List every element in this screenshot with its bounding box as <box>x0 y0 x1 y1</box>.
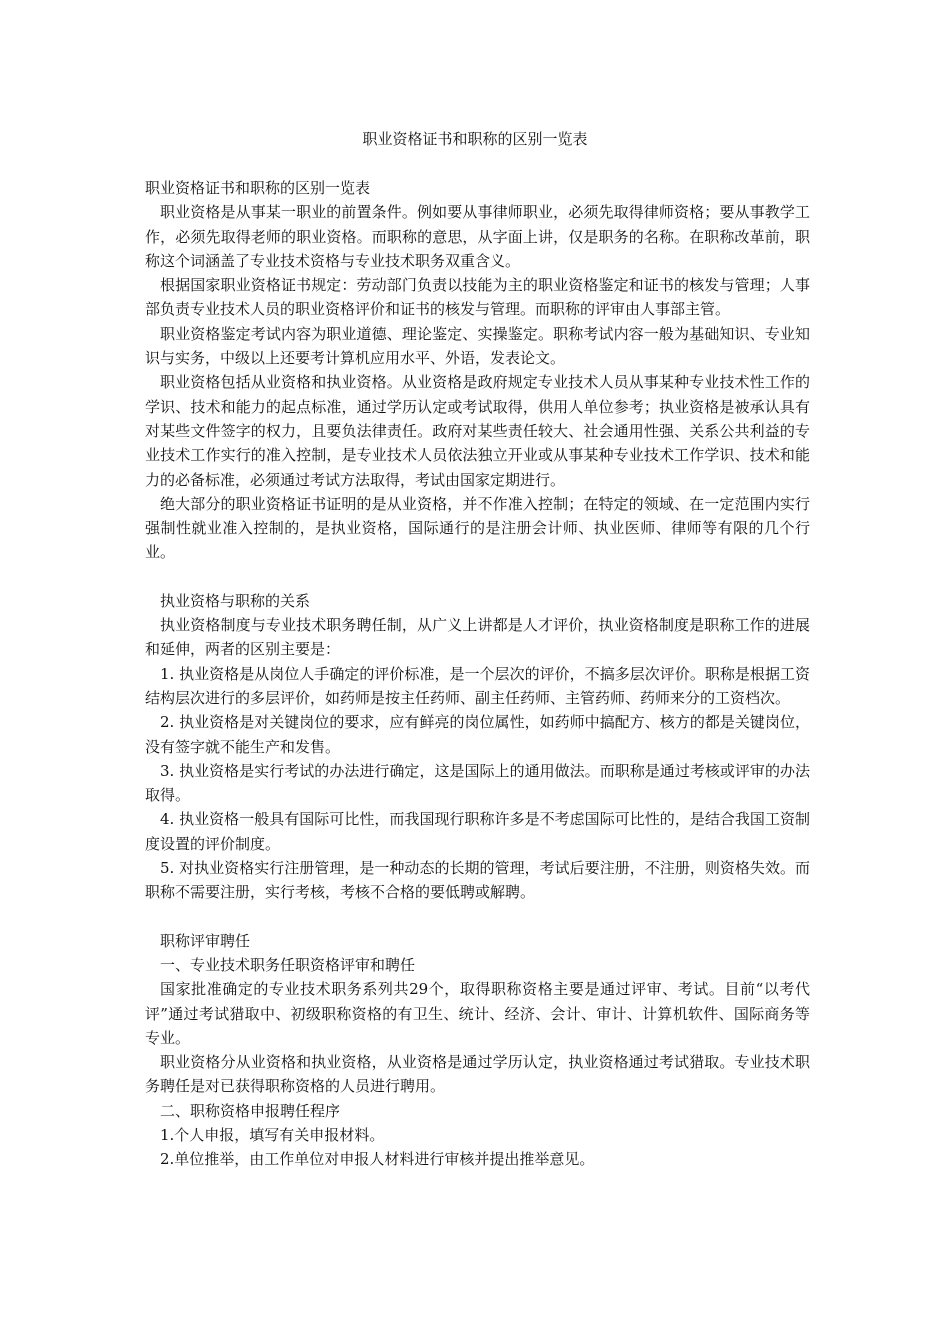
list-item: 4. 执业资格一般具有国际可比性，而我国现行职称许多是不考虑国际可比性的，是结合我国工资制度设置的评价制度。 <box>145 810 810 853</box>
paragraph: 职业资格包括从业资格和执业资格。从业资格是政府规定专业技术人员从事某种专业技术性工作的学识、技术和能力的起点标准，通过学历认定或考试取得，供用人单位参考；执业资格是被承认具有对某些文件签字的权力，且要负法律责任。政府对某些责任较大、社会通用性强、关系公共利益的专业技术工作实行的准入控制，是专业技术人员依法独立开业或从事某种专业技术工作学识、技术和能力的必备标准，必须通过考试方法取得，考试由国家定期进行。 <box>145 373 810 489</box>
document-title: 职业资格证书和职称的区别一览表 <box>362 130 588 148</box>
list-item: 2. 执业资格是对关键岗位的要求，应有鲜亮的岗位属性，如药师中搞配方、核方的都是关键岗位，没有签字就不能生产和发售。 <box>145 713 810 756</box>
paragraph: 根据国家职业资格证书规定：劳动部门负责以技能为主的职业资格鉴定和证书的核发与管理；人事部负责专业技术人员的职业资格评价和证书的核发与管理。而职称的评审由人事部主管。 <box>145 276 810 319</box>
paragraph: 执业资格制度与专业技术职务聘任制，从广义上讲都是人才评价，执业资格制度是职称工作的进展和延伸，两者的区别主要是： <box>145 616 810 659</box>
document-body <box>145 176 810 1172</box>
list-item: 3. 执业资格是实行考试的办法进行确定，这是国际上的通用做法。而职称是通过考核或评审的办法取得。 <box>145 761 810 805</box>
list-item: 2.单位推举，由工作单位对申报人材料进行审核并提出推举意见。 <box>160 1150 595 1169</box>
list-item: 5. 对执业资格实行注册管理，是一种动态的长期的管理，考试后要注册，不注册，则资格失效。而职称不需要注册，实行考核，考核不合格的要低聘或解聘。 <box>145 859 810 902</box>
paragraph: 职业资格鉴定考试内容为职业道德、理论鉴定、实操鉴定。职称考试内容一般为基础知识、专业知识与实务，中级以上还要考计算机应用水平、外语，发表论文。 <box>145 324 810 368</box>
list-item: 1. 执业资格是从岗位人手确定的评价标准，是一个层次的评价，不搞多层次评价。职称是根据工资结构层次进行的多层评价，如药师是按主任药师、副主任药师、主管药师、药师来分的工资档次。 <box>145 664 810 707</box>
subsection-heading: 二、职称资格申报聘任程序 <box>160 1101 341 1120</box>
paragraph: 职业资格分从业资格和执业资格，从业资格是通过学历认定，执业资格通过考试猎取。专业技术职务聘任是对已获得职称资格的人员进行聘用。 <box>145 1053 810 1096</box>
list-item: 1.个人申报，填写有关申报材料。 <box>160 1125 385 1144</box>
paragraph: 国家批准确定的专业技术职务系列共29个，取得职称资格主要是通过评审、考试。目前“以考代评”通过考试猎取中、初级职称资格的有卫生、统计、经济、会计、审计、计算机软件、国际商务等专业。 <box>145 980 810 1047</box>
section-heading: 职业资格证书和职称的区别一览表 <box>145 179 371 197</box>
subsection-heading: 一、专业技术职务任职资格评审和聘任 <box>160 955 416 974</box>
paragraph: 职业资格是从事某一职业的前置条件。例如要从事律师职业，必须先取得律师资格；要从事教学工作，必须先取得老师的职业资格。而职称的意思，从字面上讲，仅是职务的名称。在职称改革前，职称这个词涵盖了专业技术资格与专业技术职务双重含义。 <box>145 203 810 270</box>
section-heading: 执业资格与职称的关系 <box>160 591 311 610</box>
paragraph: 绝大部分的职业资格证书证明的是从业资格，并不作准入控制；在特定的领域、在一定范围内实行强制性就业准入控制的，是执业资格，国际通行的是注册会计师、执业医师、律师等有限的几个行业。 <box>145 494 810 562</box>
section-heading: 职称评审聘任 <box>160 931 251 950</box>
